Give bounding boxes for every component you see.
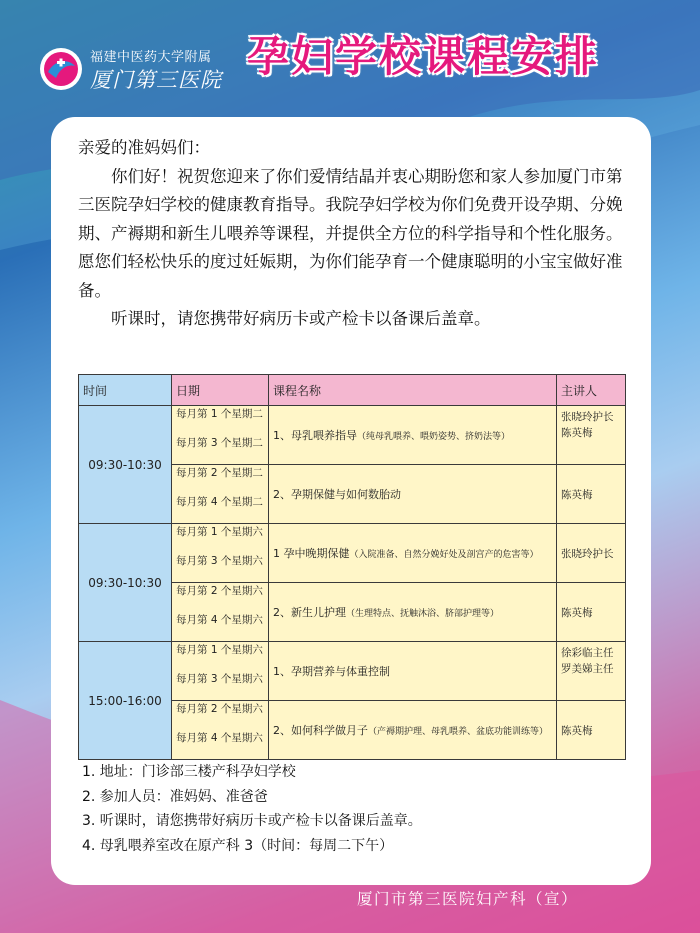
header-time: 时间 <box>79 375 172 406</box>
course-cell <box>269 465 557 524</box>
logo-hospital-name: 厦门第三医院 <box>90 68 222 92</box>
speaker-cell <box>557 583 626 642</box>
speaker-cell <box>557 642 626 701</box>
date-cell <box>172 642 269 701</box>
course-note: （产褥期护理、母乳喂养、盆底功能训练等） <box>368 727 549 737</box>
intro-text <box>78 134 638 334</box>
date-line: 每月第 1 个星期二 <box>176 408 263 420</box>
intro-greeting: 亲爱的准妈妈们： <box>78 138 210 157</box>
speaker-name: 陈英梅 <box>561 724 593 737</box>
date-cell <box>172 406 269 465</box>
course-note: （入院准备、自然分娩好处及剖宫产的危害等） <box>349 550 539 560</box>
date-line: 每月第 3 个星期六 <box>176 673 263 685</box>
header-date: 日期 <box>172 375 269 406</box>
course-cell <box>269 642 557 701</box>
date-line: 每月第 3 个星期二 <box>176 437 263 449</box>
hospital-emblem-icon <box>38 46 84 92</box>
logo-affiliation-text: 福建中医药大学附属 <box>90 50 212 65</box>
speaker-cell <box>557 701 626 760</box>
speaker-cell <box>557 406 626 465</box>
time-cell: 09:30-10:30 <box>79 524 172 642</box>
date-cell <box>172 701 269 760</box>
date-line: 每月第 2 个星期二 <box>176 467 263 479</box>
date-cell <box>172 465 269 524</box>
speaker-name: 徐彩临主任 <box>561 647 614 659</box>
date-line: 每月第 3 个星期六 <box>176 555 263 567</box>
course-cell <box>269 524 557 583</box>
course-cell <box>269 583 557 642</box>
page-title: 孕妇学校课程安排 <box>247 32 600 81</box>
course-schedule-table <box>78 374 626 760</box>
date-cell <box>172 524 269 583</box>
note-item-nursing-room: 4. 母乳喂养室改在原产科 3（时间：每周二下午） <box>82 837 394 854</box>
note-item-attendees: 2. 参加人员：准妈妈、准爸爸 <box>82 788 268 805</box>
speaker-name: 张晓玲护长 <box>561 547 614 560</box>
table-row <box>79 642 626 701</box>
date-line: 每月第 2 个星期六 <box>176 585 263 597</box>
speaker-name: 张晓玲护长 <box>561 411 614 423</box>
time-cell: 15:00-16:00 <box>79 642 172 760</box>
date-line: 每月第 2 个星期六 <box>176 703 263 715</box>
course-note: （纯母乳喂养、喂奶姿势、挤奶法等） <box>357 432 511 442</box>
course-cell <box>269 701 557 760</box>
course-title: 1 孕中晚期保健 <box>273 547 350 560</box>
speaker-name: 罗美娣主任 <box>561 663 614 675</box>
header-speaker: 主讲人 <box>557 375 626 406</box>
course-note: （生理特点、抚触沐浴、脐部护理等） <box>346 609 500 619</box>
date-line: 每月第 4 个星期六 <box>176 614 263 626</box>
speaker-cell <box>557 524 626 583</box>
table-header-row <box>79 375 626 406</box>
course-title: 2、孕期保健与如何数胎动 <box>273 488 401 501</box>
note-item-address: 1. 地址：门诊部三楼产科孕妇学校 <box>82 764 296 780</box>
intro-paragraph-1: 你们好！祝贺您迎来了你们爱情结晶并衷心期盼您和家人参加厦门市第三医院孕妇学校的健康教育指导。我院孕妇学校为你们免费开设孕期、分娩期、产褥期和新生儿喂养等课程，并提供全方位的科学指导和个性化服务。愿您们轻松快乐的度过妊娠期，为你们能孕育一个健康聪明的小宝宝做好准备。 <box>78 166 623 300</box>
course-title: 1、孕期营养与体重控制 <box>273 665 390 678</box>
course-cell <box>269 406 557 465</box>
course-title: 2、如何科学做月子 <box>273 724 368 737</box>
intro-paragraph-2: 听课时，请您携带好病历卡或产检卡以备课后盖章。 <box>111 309 491 328</box>
date-line: 每月第 4 个星期六 <box>176 732 263 744</box>
date-line: 每月第 4 个星期二 <box>176 496 263 508</box>
table-row <box>79 406 626 465</box>
header-course: 课程名称 <box>269 375 557 406</box>
date-line: 每月第 1 个星期六 <box>176 526 263 538</box>
table-row <box>79 524 626 583</box>
note-item-card-reminder: 3. 听课时，请您携带好病历卡或产检卡以备课后盖章。 <box>82 813 422 829</box>
date-cell <box>172 583 269 642</box>
speaker-cell <box>557 465 626 524</box>
speaker-name: 陈英梅 <box>561 427 593 439</box>
speaker-name: 陈英梅 <box>561 488 593 501</box>
course-title: 2、新生儿护理 <box>273 606 346 619</box>
footer-credit: 厦门市第三医院妇产科（宣） <box>357 890 579 908</box>
course-title: 1、母乳喂养指导 <box>273 429 357 442</box>
notes-list <box>82 760 622 858</box>
speaker-name: 陈英梅 <box>561 606 593 619</box>
time-cell: 09:30-10:30 <box>79 406 172 524</box>
date-line: 每月第 1 个星期六 <box>176 644 263 656</box>
